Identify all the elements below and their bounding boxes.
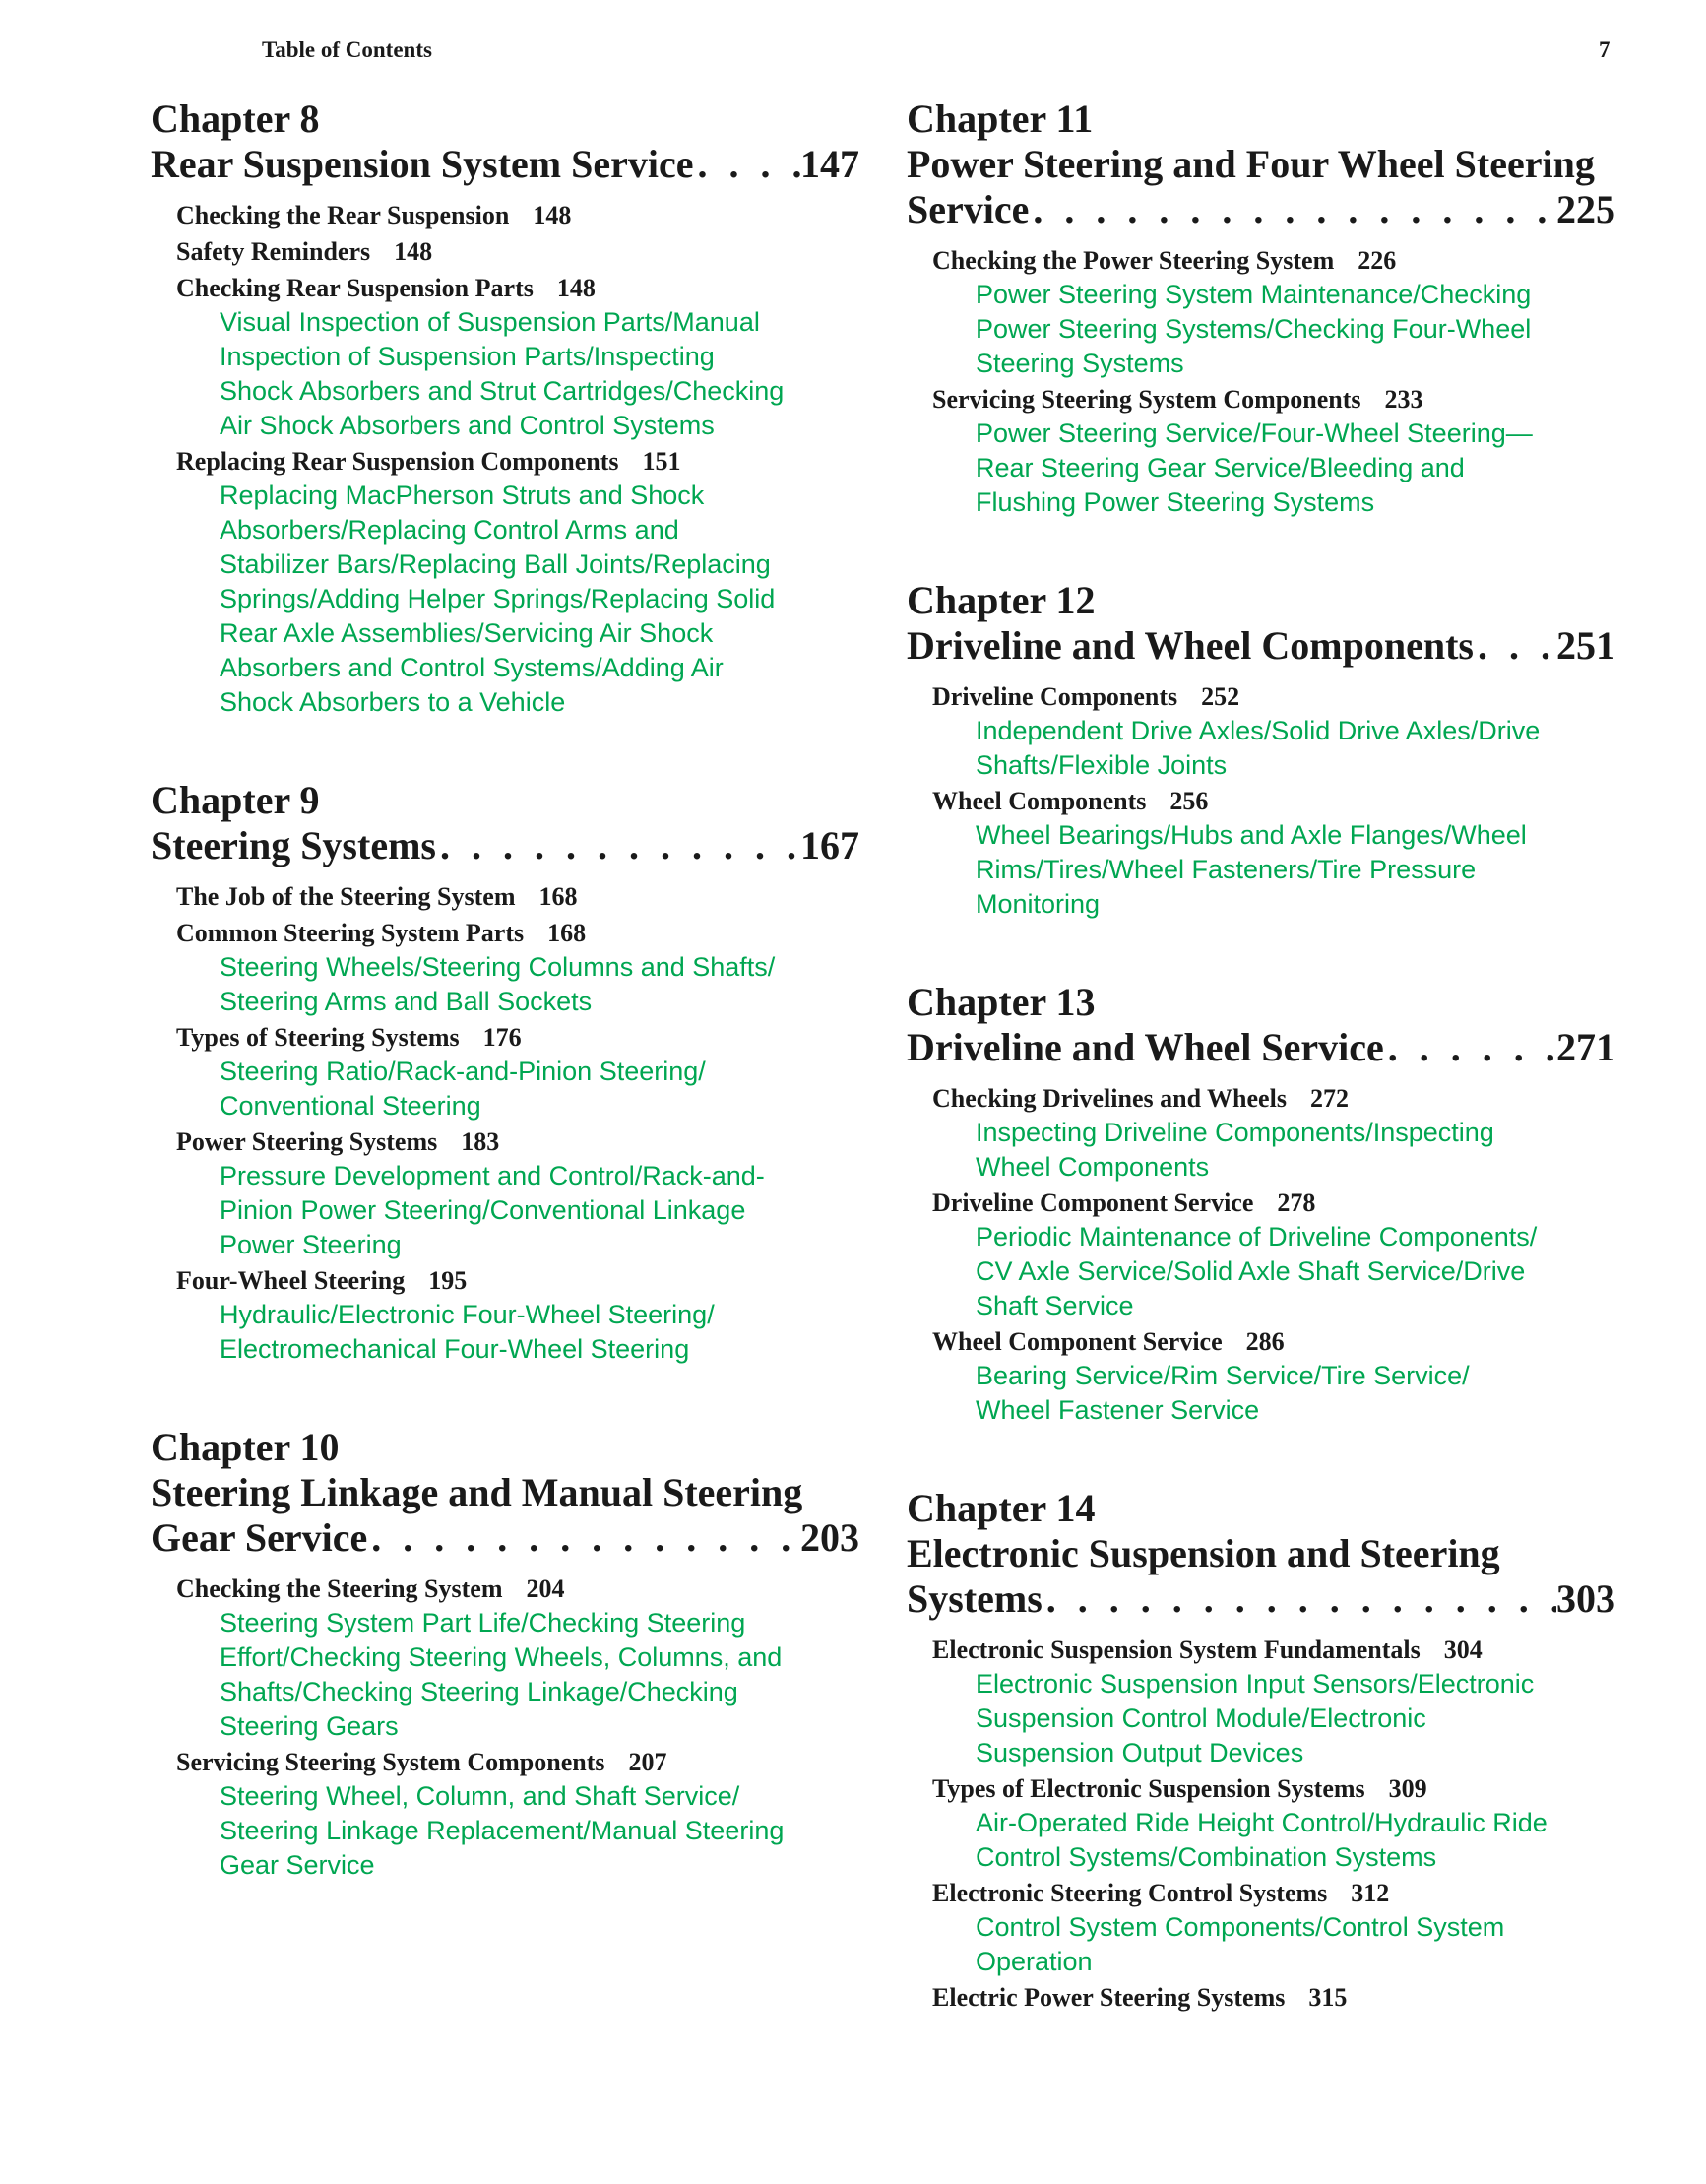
subtopic-line: Pressure Development and Control/Rack-and- <box>220 1161 765 1190</box>
section-page: 168 <box>547 919 587 947</box>
section-title: Power Steering Systems <box>176 1127 438 1156</box>
section-title: Wheel Components <box>932 787 1147 815</box>
subtopic-line: Steering Gears <box>220 1711 399 1741</box>
subtopic-line: Control Systems/Combination Systems <box>976 1842 1437 1872</box>
subtopic-line: Periodic Maintenance of Driveline Components/ <box>976 1222 1538 1252</box>
subtopic-line: Steering Wheel, Column, and Shaft Service/ <box>220 1781 740 1811</box>
section-list <box>907 680 1615 921</box>
chapter-number: Chapter 9 <box>151 778 320 822</box>
chapter-number: Chapter 8 <box>151 96 320 141</box>
section-heading[interactable] <box>176 1021 859 1055</box>
subtopic-line: Power Steering System Maintenance/Checking <box>976 280 1532 309</box>
section-title: Checking the Rear Suspension <box>176 201 510 229</box>
section-heading[interactable] <box>176 272 859 305</box>
section-title: Electric Power Steering Systems <box>932 1983 1286 2012</box>
subtopic-line: Wheel Bearings/Hubs and Axle Flanges/Wheel <box>976 820 1527 850</box>
section-heading[interactable] <box>932 785 1615 818</box>
chapter-entry <box>151 778 859 1366</box>
chapter-title: Driveline and Wheel Service <box>907 1025 1384 1069</box>
chapter-title-row[interactable] <box>151 1515 859 1561</box>
subtopic-line: Hydraulic/Electronic Four-Wheel Steering/ <box>220 1300 715 1329</box>
chapter-title-line: Electronic Suspension and Steering <box>907 1531 1500 1575</box>
section-heading[interactable] <box>932 680 1615 714</box>
chapter-title: Driveline and Wheel Components <box>907 623 1474 668</box>
section-title: Electronic Suspension System Fundamentals <box>932 1636 1421 1664</box>
chapter-entry <box>151 1425 859 1882</box>
subtopic-line: Inspecting Driveline Components/Inspecting <box>976 1118 1494 1147</box>
subtopic-line: Inspection of Suspension Parts/Inspecting <box>220 342 715 371</box>
section-title: Checking Drivelines and Wheels <box>932 1084 1287 1113</box>
section-title: Common Steering System Parts <box>176 919 525 947</box>
subtopic-line: Shaft Service <box>976 1291 1134 1320</box>
section-heading[interactable] <box>932 244 1615 278</box>
section-list <box>907 1082 1615 1427</box>
dot-leader <box>1474 623 1556 669</box>
subtopic-line: Bearing Service/Rim Service/Tire Service/ <box>976 1361 1470 1390</box>
section-heading[interactable] <box>932 1981 1615 2015</box>
chapter-number: Chapter 12 <box>907 578 1096 622</box>
section-title: Driveline Components <box>932 682 1178 711</box>
chapter-title: Steering Systems <box>151 823 436 867</box>
chapter-title-row[interactable] <box>907 187 1615 232</box>
subtopic-line: Electronic Suspension Input Sensors/Electronic <box>976 1669 1535 1699</box>
section-page: 304 <box>1443 1636 1483 1664</box>
subtopic-line: CV Axle Service/Solid Axle Shaft Service/Drive <box>976 1256 1526 1286</box>
chapter-title: Gear Service <box>151 1515 368 1560</box>
subtopic-line: Shock Absorbers and Strut Cartridges/Checking <box>220 376 785 406</box>
subtopic-line: Power Steering Systems/Checking Four-Wheel <box>976 314 1532 344</box>
chapter-page: 147 <box>800 142 859 186</box>
running-head: Table of Contents <box>262 37 432 62</box>
dot-leader <box>436 823 800 868</box>
dot-leader <box>1043 1576 1556 1622</box>
section-heading[interactable] <box>932 1877 1615 1910</box>
subtopic-line: Air-Operated Ride Height Control/Hydraulic Ride <box>976 1808 1548 1837</box>
subtopic-line: Rims/Tires/Wheel Fasteners/Tire Pressure <box>976 855 1477 884</box>
chapter-number: Chapter 10 <box>151 1425 340 1469</box>
section-title: Replacing Rear Suspension Components <box>176 447 619 476</box>
subtopic-line: Operation <box>976 1947 1093 1976</box>
section-list <box>907 244 1615 519</box>
subtopic-line: Replacing MacPherson Struts and Shock <box>220 481 705 510</box>
section-page: 252 <box>1201 682 1240 711</box>
chapter-title-row[interactable] <box>151 823 859 868</box>
chapter-title-line: Power Steering and Four Wheel Steering <box>907 142 1595 186</box>
subtopic-line: Monitoring <box>976 889 1101 919</box>
chapter-title-row[interactable] <box>907 623 1615 669</box>
subtopic-line: Control System Components/Control System <box>976 1912 1505 1942</box>
subtopic-line: Rear Axle Assemblies/Servicing Air Shock <box>220 618 714 648</box>
section-page: 233 <box>1384 385 1423 414</box>
subtopic-line: Steering Arms and Ball Sockets <box>220 987 593 1016</box>
section-heading[interactable] <box>932 383 1615 417</box>
subtopic-line: Power Steering <box>220 1230 402 1259</box>
dot-leader <box>1384 1025 1556 1070</box>
section-title: Servicing Steering System Components <box>932 385 1361 414</box>
chapter-page: 251 <box>1556 623 1615 668</box>
section-heading[interactable] <box>176 917 859 950</box>
section-heading[interactable] <box>176 1264 859 1298</box>
section-heading[interactable] <box>176 1746 859 1779</box>
chapter-page: 271 <box>1556 1025 1615 1069</box>
section-title: Types of Electronic Suspension Systems <box>932 1774 1365 1803</box>
chapter-page: 303 <box>1556 1576 1615 1621</box>
section-page: 195 <box>428 1266 468 1295</box>
chapter-title: Service <box>907 187 1030 231</box>
section-list <box>151 199 859 719</box>
subtopic-line: Steering Wheels/Steering Columns and Shafts/ <box>220 952 776 982</box>
section-title: Checking the Power Steering System <box>932 246 1335 275</box>
subtopic-line: Steering System Part Life/Checking Steering <box>220 1608 746 1638</box>
subtopic-line: Stabilizer Bars/Replacing Ball Joints/Replacing <box>220 549 771 579</box>
section-page: 309 <box>1388 1774 1427 1803</box>
section-page: 278 <box>1277 1188 1316 1217</box>
subtopic-line: Suspension Output Devices <box>976 1738 1304 1767</box>
chapter-title-row[interactable] <box>907 1025 1615 1070</box>
subtopic-line: Springs/Adding Helper Springs/Replacing Solid <box>220 584 776 613</box>
subtopic-line: Independent Drive Axles/Solid Drive Axles/Drive <box>976 716 1541 745</box>
chapter-title: Rear Suspension System Service <box>151 142 694 186</box>
chapter-number: Chapter 14 <box>907 1486 1096 1530</box>
section-page: 148 <box>533 201 572 229</box>
section-page: 204 <box>526 1574 565 1603</box>
subtopic-line: Visual Inspection of Suspension Parts/Manual <box>220 307 760 337</box>
right-column <box>907 96 1615 2074</box>
dot-leader <box>693 142 800 187</box>
section-title: Checking Rear Suspension Parts <box>176 274 534 302</box>
chapter-entry <box>907 1486 1615 2015</box>
section-page: 286 <box>1245 1327 1285 1356</box>
subtopic-line: Shafts/Checking Steering Linkage/Checking <box>220 1677 738 1706</box>
subtopic-line: Absorbers and Control Systems/Adding Air <box>220 653 724 682</box>
section-heading[interactable] <box>176 880 859 914</box>
section-list <box>151 1573 859 1882</box>
chapter-entry <box>907 578 1615 921</box>
subtopic-line: Shock Absorbers to a Vehicle <box>220 687 566 717</box>
section-title: Electronic Steering Control Systems <box>932 1879 1328 1907</box>
dot-leader <box>1029 187 1556 232</box>
section-title: Wheel Component Service <box>932 1327 1223 1356</box>
chapter-page: 225 <box>1556 187 1615 231</box>
chapter-number: Chapter 13 <box>907 980 1096 1024</box>
section-page: 176 <box>482 1023 522 1052</box>
section-heading[interactable] <box>176 1573 859 1606</box>
subtopic-line: Rear Steering Gear Service/Bleeding and <box>976 453 1465 482</box>
section-heading[interactable] <box>176 445 859 479</box>
section-page: 148 <box>556 274 596 302</box>
dot-leader <box>367 1515 800 1561</box>
chapter-page: 203 <box>800 1515 859 1560</box>
subtopic-line: Steering Linkage Replacement/Manual Steering <box>220 1816 785 1845</box>
subtopic-line: Electromechanical Four-Wheel Steering <box>220 1334 690 1364</box>
section-heading[interactable] <box>932 1325 1615 1359</box>
section-page: 256 <box>1169 787 1209 815</box>
subtopic-line: Flushing Power Steering Systems <box>976 487 1375 517</box>
chapter-entry <box>151 96 859 719</box>
section-heading[interactable] <box>932 1082 1615 1116</box>
chapter-page: 167 <box>800 823 859 867</box>
section-page: 168 <box>538 882 578 911</box>
section-title: Types of Steering Systems <box>176 1023 460 1052</box>
chapter-entry <box>907 980 1615 1427</box>
chapter-title-line: Steering Linkage and Manual Steering <box>151 1470 803 1514</box>
section-heading[interactable] <box>932 1634 1615 1667</box>
section-title: Servicing Steering System Components <box>176 1748 605 1776</box>
section-page: 226 <box>1358 246 1397 275</box>
chapter-title: Systems <box>907 1576 1043 1621</box>
section-heading[interactable] <box>176 235 859 269</box>
chapter-number: Chapter 11 <box>907 96 1094 141</box>
section-heading[interactable] <box>932 1187 1615 1220</box>
left-column <box>151 96 859 1941</box>
section-list <box>907 1634 1615 2015</box>
chapter-entry <box>907 96 1615 519</box>
chapter-title-row[interactable] <box>907 1576 1615 1622</box>
section-heading[interactable] <box>176 1125 859 1159</box>
subtopic-line: Shafts/Flexible Joints <box>976 750 1228 780</box>
subtopic-line: Wheel Components <box>976 1152 1210 1182</box>
subtopic-line: Power Steering Service/Four-Wheel Steering— <box>976 418 1533 448</box>
section-title: Four-Wheel Steering <box>176 1266 406 1295</box>
section-title: Driveline Component Service <box>932 1188 1254 1217</box>
section-page: 312 <box>1351 1879 1390 1907</box>
section-title: The Job of the Steering System <box>176 882 516 911</box>
section-page: 151 <box>642 447 681 476</box>
section-page: 207 <box>628 1748 667 1776</box>
section-page: 315 <box>1308 1983 1348 2012</box>
section-heading[interactable] <box>176 199 859 232</box>
section-page: 183 <box>461 1127 500 1156</box>
section-page: 148 <box>394 237 433 266</box>
subtopic-line: Steering Ratio/Rack-and-Pinion Steering/ <box>220 1057 706 1086</box>
subtopic-line: Air Shock Absorbers and Control Systems <box>220 411 715 440</box>
subtopic-line: Wheel Fastener Service <box>976 1395 1260 1425</box>
subtopic-line: Suspension Control Module/Electronic <box>976 1703 1426 1733</box>
subtopic-line: Effort/Checking Steering Wheels, Columns, and <box>220 1642 783 1672</box>
subtopic-line: Conventional Steering <box>220 1091 481 1121</box>
section-page: 272 <box>1309 1084 1349 1113</box>
subtopic-line: Pinion Power Steering/Conventional Linkage <box>220 1195 746 1225</box>
page-number: 7 <box>1599 37 1611 62</box>
subtopic-line: Steering Systems <box>976 349 1184 378</box>
section-title: Safety Reminders <box>176 237 371 266</box>
chapter-title-row[interactable] <box>151 142 859 187</box>
section-heading[interactable] <box>932 1772 1615 1806</box>
section-title: Checking the Steering System <box>176 1574 503 1603</box>
section-list <box>151 880 859 1366</box>
subtopic-line: Gear Service <box>220 1850 375 1880</box>
subtopic-line: Absorbers/Replacing Control Arms and <box>220 515 679 545</box>
